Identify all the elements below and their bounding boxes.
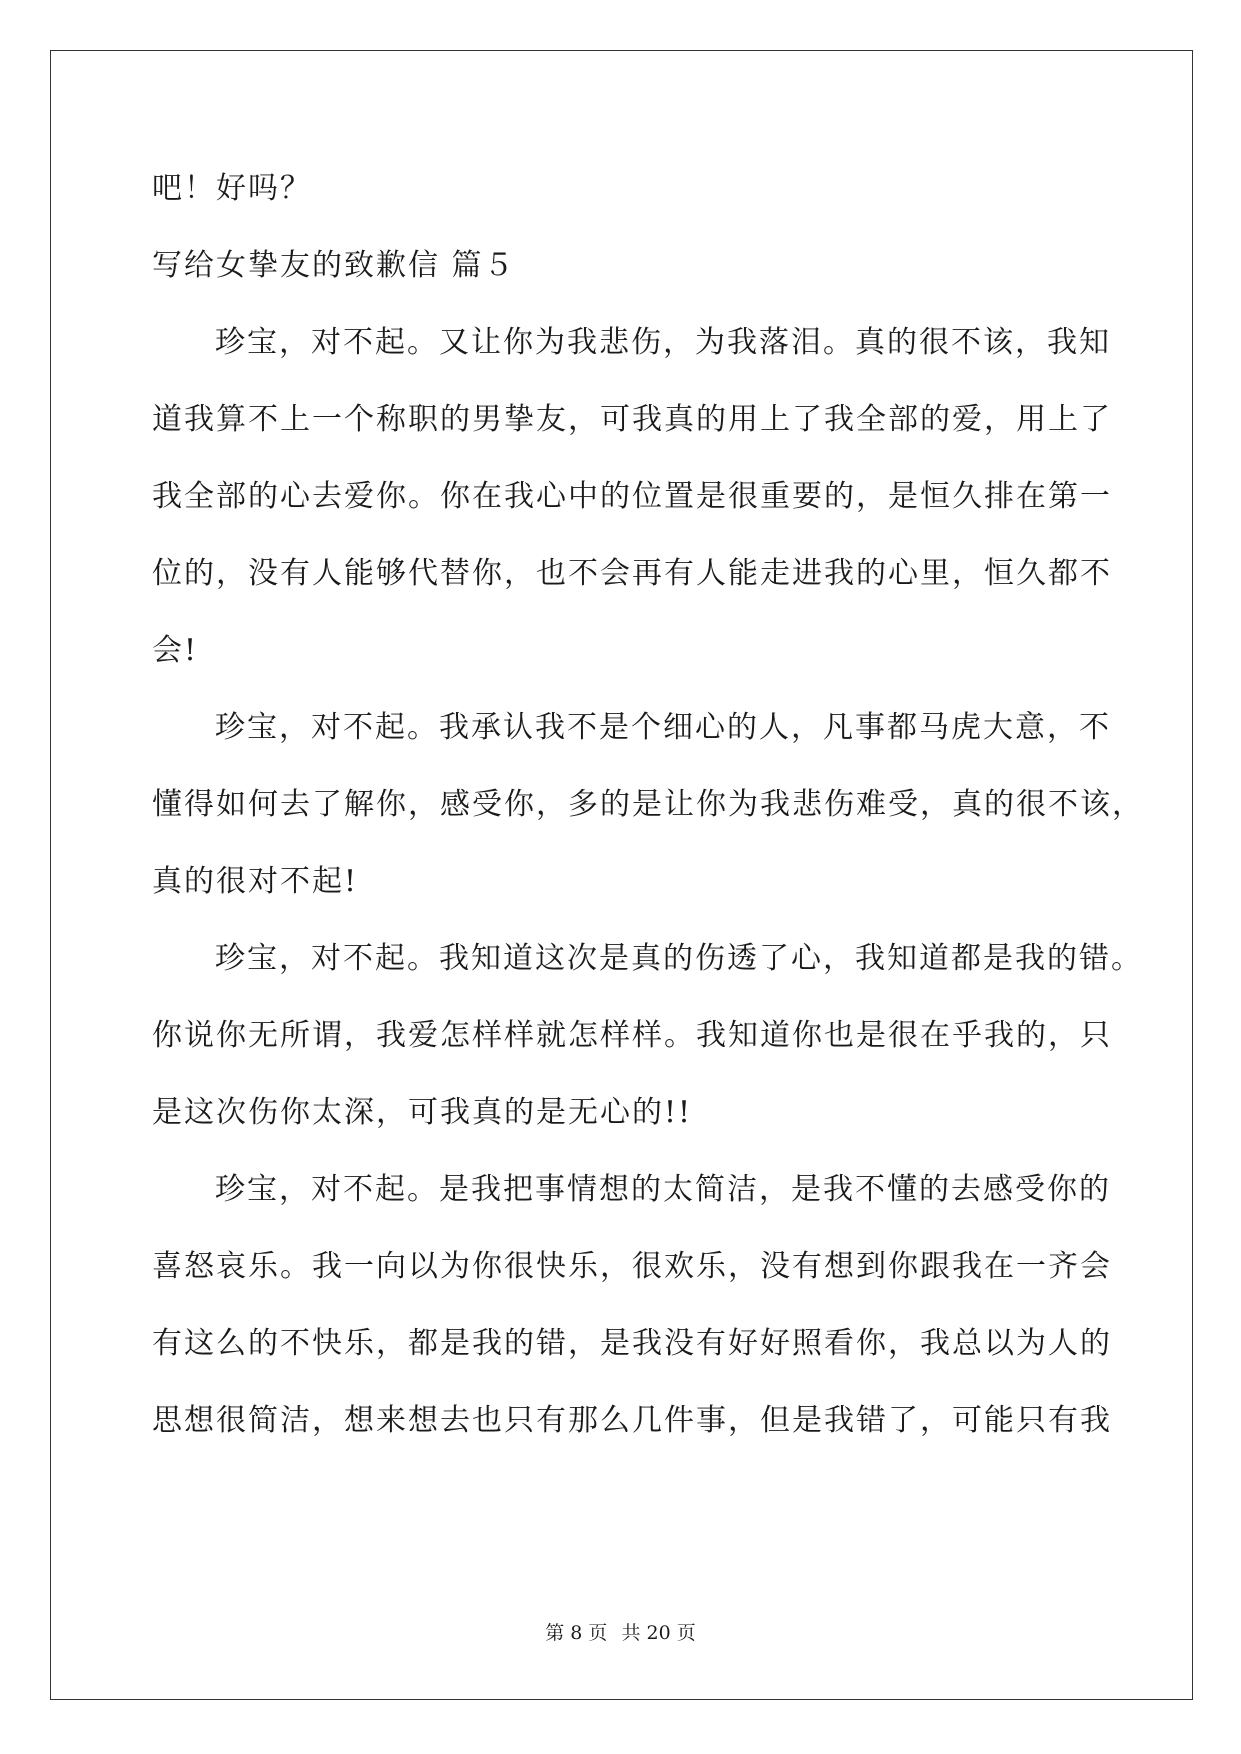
- paragraph-line: 有这么的不快乐，都是我的错，是我没有好好照看你，我总以为人的: [152, 1326, 1112, 1361]
- paragraph-line: 喜怒哀乐。我一向以为你很快乐，很欢乐，没有想到你跟我在一齐会: [152, 1249, 1112, 1284]
- paragraph-line: 位的，没有人能够代替你，也不会再有人能走进我的心里，恒久都不: [152, 556, 1112, 591]
- paragraph-line: 是这次伤你太深，可我真的是无心的!!: [152, 1095, 693, 1130]
- page-footer: [0, 1618, 1241, 1645]
- paragraph-line: 珍宝，对不起。我承认我不是个细心的人，凡事都马虎大意，不: [215, 710, 1111, 745]
- paragraph-line: 懂得如何去了解你，感受你，多的是让你为我悲伤难受，真的很不该，: [152, 787, 1144, 822]
- paragraph-line: 真的很对不起!: [152, 864, 359, 899]
- text-line: 吧！好吗？: [152, 171, 312, 206]
- paragraph-line: 珍宝，对不起。我知道这次是真的伤透了心，我知道都是我的错。: [215, 941, 1143, 976]
- page-number: 第 8 页: [545, 1622, 608, 1644]
- paragraph-line: 会!: [152, 633, 199, 668]
- document-body: [152, 150, 1144, 1459]
- paragraph-line: 思想很简洁，想来想去也只有那么几件事，但是我错了，可能只有我: [152, 1403, 1112, 1438]
- paragraph-line: 我全部的心去爱你。你在我心中的位置是很重要的，是恒久排在第一: [152, 479, 1112, 514]
- section-heading: 写给女挚友的致歉信 篇５: [152, 248, 516, 283]
- paragraph-line: 道我算不上一个称职的男挚友，可我真的用上了我全部的爱，用上了: [152, 402, 1112, 437]
- paragraph-line: 珍宝，对不起。又让你为我悲伤，为我落泪。真的很不该，我知: [215, 325, 1111, 360]
- paragraph-line: 珍宝，对不起。是我把事情想的太简洁，是我不懂的去感受你的: [215, 1172, 1111, 1207]
- page-total: 共 20 页: [621, 1622, 696, 1644]
- paragraph-line: 你说你无所谓，我爱怎样样就怎样样。我知道你也是很在乎我的，只: [152, 1018, 1112, 1053]
